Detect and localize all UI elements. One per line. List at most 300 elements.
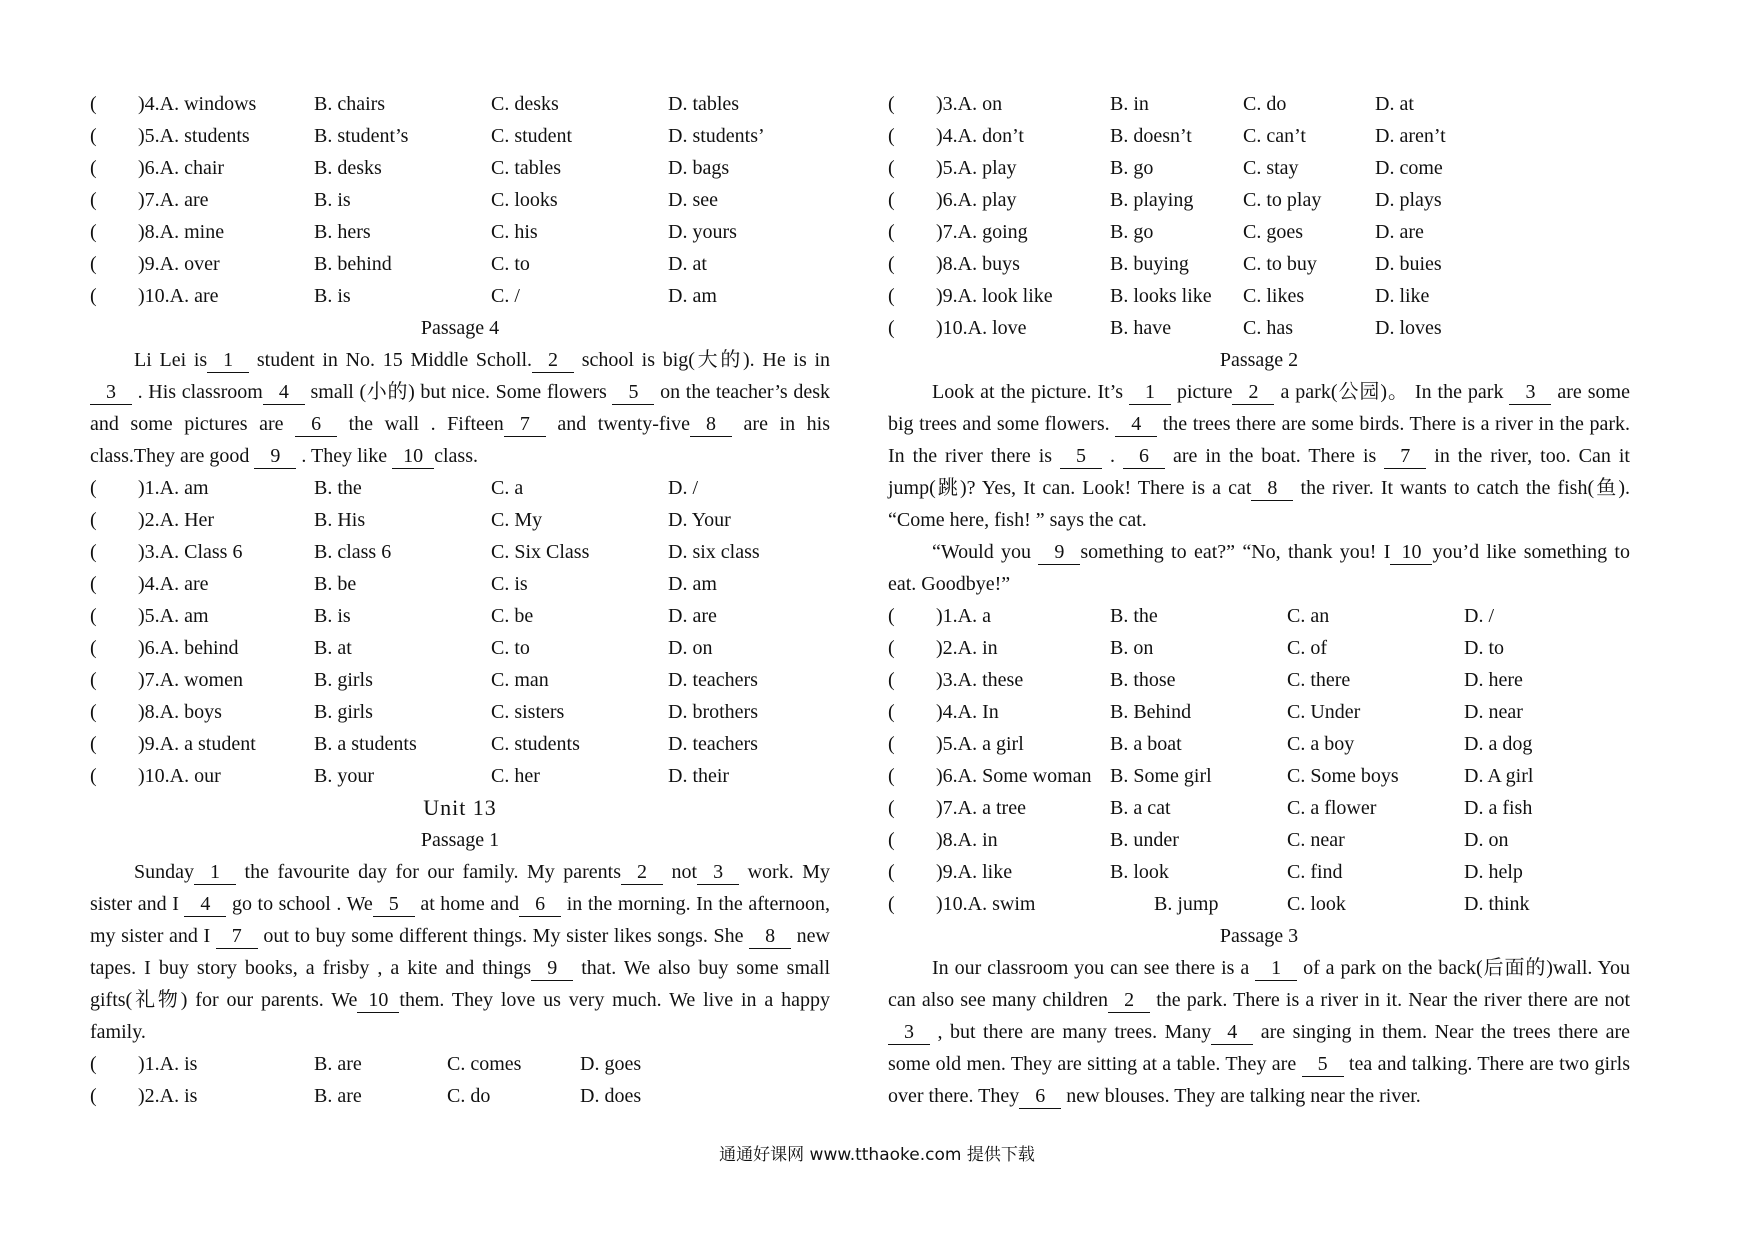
fill-blank: 8 bbox=[1251, 476, 1293, 501]
option-c: C. to buy bbox=[1243, 253, 1317, 275]
option-a: )7.A. women bbox=[138, 669, 243, 691]
passage-text-segment: the river. It wants to catch the fish(鱼). “Come here, fish! ” says the cat. bbox=[888, 477, 1630, 531]
answer-blank: ( bbox=[90, 1085, 97, 1107]
option-b: B. are bbox=[314, 1053, 362, 1075]
passage-text-segment: the wall . Fifteen bbox=[337, 413, 504, 435]
option-a: )8.A. in bbox=[936, 829, 998, 851]
passage-text-segment: and twenty-five bbox=[545, 413, 690, 435]
fill-blank: 1 bbox=[1129, 380, 1171, 405]
passage-text-segment: In our classroom you can see there is a bbox=[932, 957, 1256, 979]
option-b: B. jump bbox=[1154, 893, 1219, 915]
answer-blank: ( bbox=[888, 605, 895, 627]
passage-3-title: Passage 3 bbox=[1219, 925, 1299, 947]
option-b: B. Behind bbox=[1110, 701, 1192, 723]
option-a: )1.A. a bbox=[936, 605, 991, 627]
option-d: D. plays bbox=[1375, 189, 1442, 211]
option-b: B. class 6 bbox=[314, 541, 392, 563]
option-d: D. are bbox=[1375, 221, 1424, 243]
option-c: C. to play bbox=[1243, 189, 1322, 211]
option-a: )7.A. going bbox=[936, 221, 1028, 243]
option-c: C. Some boys bbox=[1287, 765, 1399, 787]
option-b: B. desks bbox=[314, 157, 382, 179]
answer-blank: ( bbox=[90, 573, 97, 595]
option-c: C. a flower bbox=[1287, 797, 1377, 819]
passage-4-title: Passage 4 bbox=[420, 317, 500, 339]
option-a: )9.A. a student bbox=[138, 733, 256, 755]
option-c: C. to bbox=[491, 637, 530, 659]
option-a: )5.A. a girl bbox=[936, 733, 1024, 755]
option-d: D. Your bbox=[668, 509, 731, 531]
answer-blank: ( bbox=[888, 125, 895, 147]
option-c: C. Six Class bbox=[491, 541, 590, 563]
option-d: D. goes bbox=[580, 1053, 642, 1075]
passage-text-segment: new tapes. I buy story books, a frisby , a kite and things bbox=[90, 925, 830, 979]
option-d: D. brothers bbox=[668, 701, 758, 723]
passage-text-segment: a park(公园)。 In the park bbox=[1274, 381, 1510, 403]
option-c: C. look bbox=[1287, 893, 1346, 915]
option-d: D. students’ bbox=[668, 125, 765, 147]
option-d: D. loves bbox=[1375, 317, 1442, 339]
option-d: D. aren’t bbox=[1375, 125, 1446, 147]
option-row bbox=[888, 216, 1630, 248]
option-b: B. the bbox=[1110, 605, 1158, 627]
fill-blank: 9 bbox=[254, 444, 296, 469]
option-c: C. looks bbox=[491, 189, 558, 211]
passage-text-segment: Li Lei is bbox=[134, 349, 208, 371]
passage-text-segment: in the river, too. Can it jump(跳)? Yes, It can. Look! There is a cat bbox=[888, 445, 1630, 499]
left-column bbox=[90, 88, 830, 1112]
answer-blank: ( bbox=[888, 765, 895, 787]
option-b: B. Some girl bbox=[1110, 765, 1212, 787]
option-c: C. tables bbox=[491, 157, 561, 179]
answer-blank: ( bbox=[90, 125, 97, 147]
option-c: C. be bbox=[491, 605, 534, 627]
option-row bbox=[888, 824, 1630, 856]
passage-text-segment: . His classroom bbox=[132, 381, 263, 403]
option-b: B. is bbox=[314, 285, 351, 307]
option-d: D. am bbox=[668, 573, 717, 595]
answer-blank: ( bbox=[90, 605, 97, 627]
option-a: )5.A. play bbox=[936, 157, 1017, 179]
option-b: B. be bbox=[314, 573, 357, 595]
passage-text-segment: , but there are many trees. Many bbox=[930, 1021, 1212, 1043]
option-c: C. student bbox=[491, 125, 573, 147]
option-row bbox=[888, 280, 1630, 312]
fill-blank: 3 bbox=[1509, 380, 1551, 405]
option-b: B. have bbox=[1110, 317, 1172, 339]
option-row bbox=[888, 152, 1630, 184]
fill-blank: 10 bbox=[357, 988, 399, 1013]
option-c: C. an bbox=[1287, 605, 1330, 627]
option-a: )6.A. chair bbox=[138, 157, 225, 179]
option-b: B. playing bbox=[1110, 189, 1194, 211]
option-c: C. a boy bbox=[1287, 733, 1355, 755]
option-a: )10.A. love bbox=[936, 317, 1027, 339]
fill-blank: 1 bbox=[194, 860, 236, 885]
fill-blank: 4 bbox=[263, 380, 305, 405]
option-b: B. look bbox=[1110, 861, 1169, 883]
option-row bbox=[90, 728, 830, 760]
option-a: )5.A. am bbox=[138, 605, 209, 627]
fill-blank: 5 bbox=[612, 380, 654, 405]
option-c: C. do bbox=[447, 1085, 491, 1107]
option-b: B. looks like bbox=[1110, 285, 1212, 307]
option-d: D. here bbox=[1464, 669, 1523, 691]
option-d: D. buies bbox=[1375, 253, 1442, 275]
passage-text-segment: at home and bbox=[414, 893, 520, 915]
option-c: C. stay bbox=[1243, 157, 1299, 179]
option-row bbox=[888, 856, 1630, 888]
right-column bbox=[888, 88, 1630, 1112]
passage-text-segment: class. bbox=[434, 445, 479, 467]
option-d: D. at bbox=[668, 253, 707, 275]
option-d: D. on bbox=[1464, 829, 1509, 851]
option-row bbox=[90, 1048, 830, 1080]
option-c: C. goes bbox=[1243, 221, 1303, 243]
option-a: )8.A. buys bbox=[936, 253, 1020, 275]
option-a: )4.A. don’t bbox=[936, 125, 1024, 147]
option-a: )7.A. are bbox=[138, 189, 209, 211]
passage-text-segment: are in his class.They are good bbox=[90, 413, 830, 467]
option-row bbox=[90, 88, 830, 120]
passage-text-segment: that. We also buy some small gifts(礼物) for our parents. We bbox=[90, 957, 831, 1011]
option-b: B. in bbox=[1110, 93, 1149, 115]
answer-blank: ( bbox=[888, 93, 895, 115]
option-c: C. / bbox=[491, 285, 520, 307]
options-block-top-right bbox=[888, 88, 1630, 344]
passage-text-segment: work. My sister and I bbox=[90, 861, 831, 915]
answer-blank: ( bbox=[90, 1053, 97, 1075]
option-b: B. go bbox=[1110, 157, 1154, 179]
option-b: B. those bbox=[1110, 669, 1176, 691]
passage-text-segment: go to school . We bbox=[226, 893, 373, 915]
fill-blank: 5 bbox=[1302, 1052, 1344, 1077]
answer-blank: ( bbox=[90, 189, 97, 211]
answer-blank: ( bbox=[888, 285, 895, 307]
passage-text-segment: something to eat?” “No, thank you! I bbox=[1080, 541, 1391, 563]
passage-text-segment: the park. There is a river in it. Near the river there are not bbox=[1150, 989, 1630, 1011]
option-row bbox=[888, 792, 1630, 824]
passage-text-segment: are in the boat. There is bbox=[1165, 445, 1385, 467]
option-b: B. student’s bbox=[314, 125, 409, 147]
answer-blank: ( bbox=[888, 157, 895, 179]
option-c: C. find bbox=[1287, 861, 1343, 883]
passage-text-segment: of a park on the back(后面的)wall. You can also see many children bbox=[888, 957, 1630, 1011]
passage-text-segment: “Would you bbox=[932, 541, 1039, 563]
option-a: )10.A. are bbox=[138, 285, 219, 307]
option-a: )3.A. Class 6 bbox=[138, 541, 243, 563]
option-d: D. help bbox=[1464, 861, 1523, 883]
answer-blank: ( bbox=[888, 829, 895, 851]
option-d: D. see bbox=[668, 189, 718, 211]
fill-blank: 1 bbox=[207, 348, 249, 373]
option-row bbox=[888, 184, 1630, 216]
option-c: C. her bbox=[491, 765, 540, 787]
passage-text-segment: Look at the picture. It’s bbox=[932, 381, 1129, 403]
option-row bbox=[90, 536, 830, 568]
option-a: )10.A. swim bbox=[936, 893, 1036, 915]
option-row bbox=[888, 248, 1630, 280]
answer-blank: ( bbox=[90, 157, 97, 179]
option-c: C. a bbox=[491, 477, 524, 499]
option-c: C. students bbox=[491, 733, 580, 755]
passage-text-segment: out to buy some different things. My sister likes songs. She bbox=[257, 925, 750, 947]
fill-blank: 9 bbox=[531, 956, 573, 981]
fill-blank: 6 bbox=[1123, 444, 1165, 469]
option-row bbox=[90, 280, 830, 312]
option-d: D. teachers bbox=[668, 669, 758, 691]
option-c: C. do bbox=[1243, 93, 1287, 115]
option-b: B. doesn’t bbox=[1110, 125, 1192, 147]
option-row bbox=[90, 600, 830, 632]
unit-13-title: Unit 13 bbox=[423, 795, 497, 820]
option-row bbox=[90, 472, 830, 504]
options-block-passage-2 bbox=[888, 600, 1630, 920]
answer-blank: ( bbox=[888, 733, 895, 755]
answer-blank: ( bbox=[90, 733, 97, 755]
option-c: C. has bbox=[1243, 317, 1293, 339]
fill-blank: 2 bbox=[1108, 988, 1150, 1013]
passage-text-segment: the favourite day for our family. My parents bbox=[236, 861, 622, 883]
passage-4-text bbox=[90, 344, 830, 472]
option-d: D. at bbox=[1375, 93, 1414, 115]
option-row bbox=[90, 696, 830, 728]
option-d: D. a dog bbox=[1464, 733, 1533, 755]
passage-text-segment: Sunday bbox=[134, 861, 194, 883]
passage-text-segment: not bbox=[663, 861, 698, 883]
passage-text-segment: . bbox=[1102, 445, 1123, 467]
option-row bbox=[90, 760, 830, 792]
answer-blank: ( bbox=[90, 93, 97, 115]
fill-blank: 10 bbox=[1390, 540, 1432, 565]
option-d: D. a fish bbox=[1464, 797, 1533, 819]
option-a: )6.A. Some woman bbox=[936, 765, 1092, 787]
fill-blank: 8 bbox=[749, 924, 791, 949]
answer-blank: ( bbox=[90, 669, 97, 691]
option-a: )3.A. on bbox=[936, 93, 1003, 115]
passage-text-segment: small (小的) but nice. Some flowers bbox=[304, 381, 613, 403]
option-c: C. there bbox=[1287, 669, 1351, 691]
option-row bbox=[888, 88, 1630, 120]
option-row bbox=[90, 216, 830, 248]
option-a: )7.A. a tree bbox=[936, 797, 1026, 819]
answer-blank: ( bbox=[90, 285, 97, 307]
option-b: B. a students bbox=[314, 733, 417, 755]
option-b: B. on bbox=[1110, 637, 1154, 659]
answer-blank: ( bbox=[90, 541, 97, 563]
option-row bbox=[888, 600, 1630, 632]
option-d: D. A girl bbox=[1464, 765, 1534, 787]
option-a: )4.A. In bbox=[936, 701, 999, 723]
option-a: )9.A. over bbox=[138, 253, 220, 275]
option-b: B. is bbox=[314, 189, 351, 211]
option-b: B. His bbox=[314, 509, 366, 531]
option-a: )9.A. like bbox=[936, 861, 1013, 883]
option-c: C. comes bbox=[447, 1053, 522, 1075]
answer-blank: ( bbox=[888, 221, 895, 243]
unit-13-passage-1-text bbox=[90, 856, 830, 1048]
option-c: C. likes bbox=[1243, 285, 1305, 307]
option-d: D. does bbox=[580, 1085, 642, 1107]
option-b: B. is bbox=[314, 605, 351, 627]
answer-blank: ( bbox=[888, 253, 895, 275]
option-b: B. the bbox=[314, 477, 362, 499]
option-c: C. My bbox=[491, 509, 543, 531]
unit-13-passage-1-title: Passage 1 bbox=[420, 829, 500, 851]
answer-blank: ( bbox=[888, 797, 895, 819]
option-d: D. are bbox=[668, 605, 717, 627]
option-a: )6.A. play bbox=[936, 189, 1017, 211]
option-row bbox=[888, 632, 1630, 664]
option-row bbox=[90, 152, 830, 184]
option-b: B. your bbox=[314, 765, 374, 787]
option-a: )2.A. is bbox=[138, 1085, 198, 1107]
option-d: D. / bbox=[1464, 605, 1494, 627]
option-row bbox=[888, 312, 1630, 344]
fill-blank: 9 bbox=[1038, 540, 1080, 565]
option-a: )4.A. windows bbox=[138, 93, 257, 115]
passage-2-dialogue bbox=[888, 536, 1630, 600]
options-block-passage-4 bbox=[90, 472, 830, 792]
option-row bbox=[90, 664, 830, 696]
option-c: C. of bbox=[1287, 637, 1327, 659]
option-d: D. to bbox=[1464, 637, 1504, 659]
option-c: C. Under bbox=[1287, 701, 1361, 723]
fill-blank: 4 bbox=[1211, 1020, 1253, 1045]
fill-blank: 2 bbox=[1232, 380, 1274, 405]
fill-blank: 8 bbox=[690, 412, 732, 437]
option-row bbox=[888, 664, 1630, 696]
option-b: B. go bbox=[1110, 221, 1154, 243]
fill-blank: 2 bbox=[532, 348, 574, 373]
option-c: C. can’t bbox=[1243, 125, 1306, 147]
option-a: )1.A. am bbox=[138, 477, 209, 499]
option-row bbox=[90, 1080, 830, 1112]
fill-blank: 7 bbox=[216, 924, 258, 949]
passage-text-segment: . They like bbox=[296, 445, 393, 467]
option-row bbox=[90, 120, 830, 152]
option-d: D. come bbox=[1375, 157, 1443, 179]
passage-text-segment: you’d like something to eat. Goodbye!” bbox=[888, 541, 1630, 595]
option-d: D. teachers bbox=[668, 733, 758, 755]
option-b: B. a cat bbox=[1110, 797, 1171, 819]
option-row bbox=[888, 696, 1630, 728]
passage-text-segment: are some big trees and some flowers. bbox=[888, 381, 1630, 435]
answer-blank: ( bbox=[90, 509, 97, 531]
fill-blank: 4 bbox=[1115, 412, 1157, 437]
option-b: B. hers bbox=[314, 221, 371, 243]
fill-blank: 5 bbox=[373, 892, 415, 917]
footer-watermark: 通通好课网 www.tthaoke.com 提供下载 bbox=[719, 1145, 1035, 1165]
answer-blank: ( bbox=[888, 893, 895, 915]
answer-blank: ( bbox=[90, 221, 97, 243]
fill-blank: 6 bbox=[295, 412, 337, 437]
fill-blank: 7 bbox=[504, 412, 546, 437]
passage-text-segment: tea and talking. There are two girls over there. They bbox=[888, 1053, 1630, 1107]
option-b: B. chairs bbox=[314, 93, 386, 115]
option-c: C. man bbox=[491, 669, 549, 691]
passage-text-segment: are singing in them. Near the trees there are some old men. They are sitting at a table. They are bbox=[888, 1021, 1630, 1075]
fill-blank: 3 bbox=[90, 380, 132, 405]
option-row bbox=[90, 248, 830, 280]
answer-blank: ( bbox=[90, 637, 97, 659]
passage-2-title: Passage 2 bbox=[1219, 349, 1299, 371]
option-a: )4.A. are bbox=[138, 573, 209, 595]
option-a: )1.A. is bbox=[138, 1053, 198, 1075]
passage-text-segment: the trees there are some birds. There is a river in the park. In the river there is bbox=[888, 413, 1631, 467]
option-d: D. six class bbox=[668, 541, 760, 563]
option-row bbox=[888, 120, 1630, 152]
fill-blank: 1 bbox=[1255, 956, 1297, 981]
fill-blank: 7 bbox=[1384, 444, 1426, 469]
option-b: B. are bbox=[314, 1085, 362, 1107]
option-d: D. near bbox=[1464, 701, 1523, 723]
answer-blank: ( bbox=[90, 253, 97, 275]
option-c: C. his bbox=[491, 221, 538, 243]
option-a: )10.A. our bbox=[138, 765, 221, 787]
options-block-unit-13-passage-1 bbox=[90, 1048, 830, 1112]
option-c: C. sisters bbox=[491, 701, 565, 723]
option-a: )3.A. these bbox=[936, 669, 1024, 691]
answer-blank: ( bbox=[888, 317, 895, 339]
option-row bbox=[888, 888, 1630, 920]
option-row bbox=[888, 760, 1630, 792]
option-a: )8.A. boys bbox=[138, 701, 222, 723]
option-a: )8.A. mine bbox=[138, 221, 225, 243]
answer-blank: ( bbox=[888, 669, 895, 691]
fill-blank: 3 bbox=[888, 1020, 930, 1045]
option-d: D. think bbox=[1464, 893, 1530, 915]
passage-text-segment: in the morning. In the afternoon, my sister and I bbox=[90, 893, 830, 947]
option-d: D. bags bbox=[668, 157, 730, 179]
fill-blank: 5 bbox=[1060, 444, 1102, 469]
passage-text-segment: on the teacher’s desk and some pictures are bbox=[90, 381, 830, 435]
option-row bbox=[888, 728, 1630, 760]
option-c: C. to bbox=[491, 253, 530, 275]
fill-blank: 10 bbox=[392, 444, 434, 469]
option-b: B. girls bbox=[314, 669, 373, 691]
answer-blank: ( bbox=[888, 861, 895, 883]
fill-blank: 6 bbox=[519, 892, 561, 917]
option-b: B. a boat bbox=[1110, 733, 1182, 755]
passage-text-segment: new blouses. They are talking near the river. bbox=[1061, 1085, 1421, 1107]
answer-blank: ( bbox=[90, 765, 97, 787]
option-row bbox=[90, 568, 830, 600]
answer-blank: ( bbox=[888, 701, 895, 723]
option-a: )9.A. look like bbox=[936, 285, 1053, 307]
option-d: D. am bbox=[668, 285, 717, 307]
option-b: B. at bbox=[314, 637, 352, 659]
fill-blank: 2 bbox=[621, 860, 663, 885]
option-c: C. desks bbox=[491, 93, 559, 115]
option-d: D. on bbox=[668, 637, 713, 659]
answer-blank: ( bbox=[90, 701, 97, 723]
passage-2-text bbox=[888, 376, 1630, 536]
option-b: B. behind bbox=[314, 253, 392, 275]
passage-text-segment: picture bbox=[1170, 381, 1233, 403]
option-row bbox=[90, 632, 830, 664]
fill-blank: 4 bbox=[184, 892, 226, 917]
answer-blank: ( bbox=[90, 477, 97, 499]
passage-text-segment: school is big(大的). He is in bbox=[574, 349, 831, 371]
option-row bbox=[90, 184, 830, 216]
option-a: )5.A. students bbox=[138, 125, 250, 147]
option-d: D. tables bbox=[668, 93, 740, 115]
passage-text-segment: student in No. 15 Middle Scholl. bbox=[249, 349, 533, 371]
fill-blank: 3 bbox=[697, 860, 739, 885]
option-d: D. like bbox=[1375, 285, 1430, 307]
option-b: B. under bbox=[1110, 829, 1179, 851]
